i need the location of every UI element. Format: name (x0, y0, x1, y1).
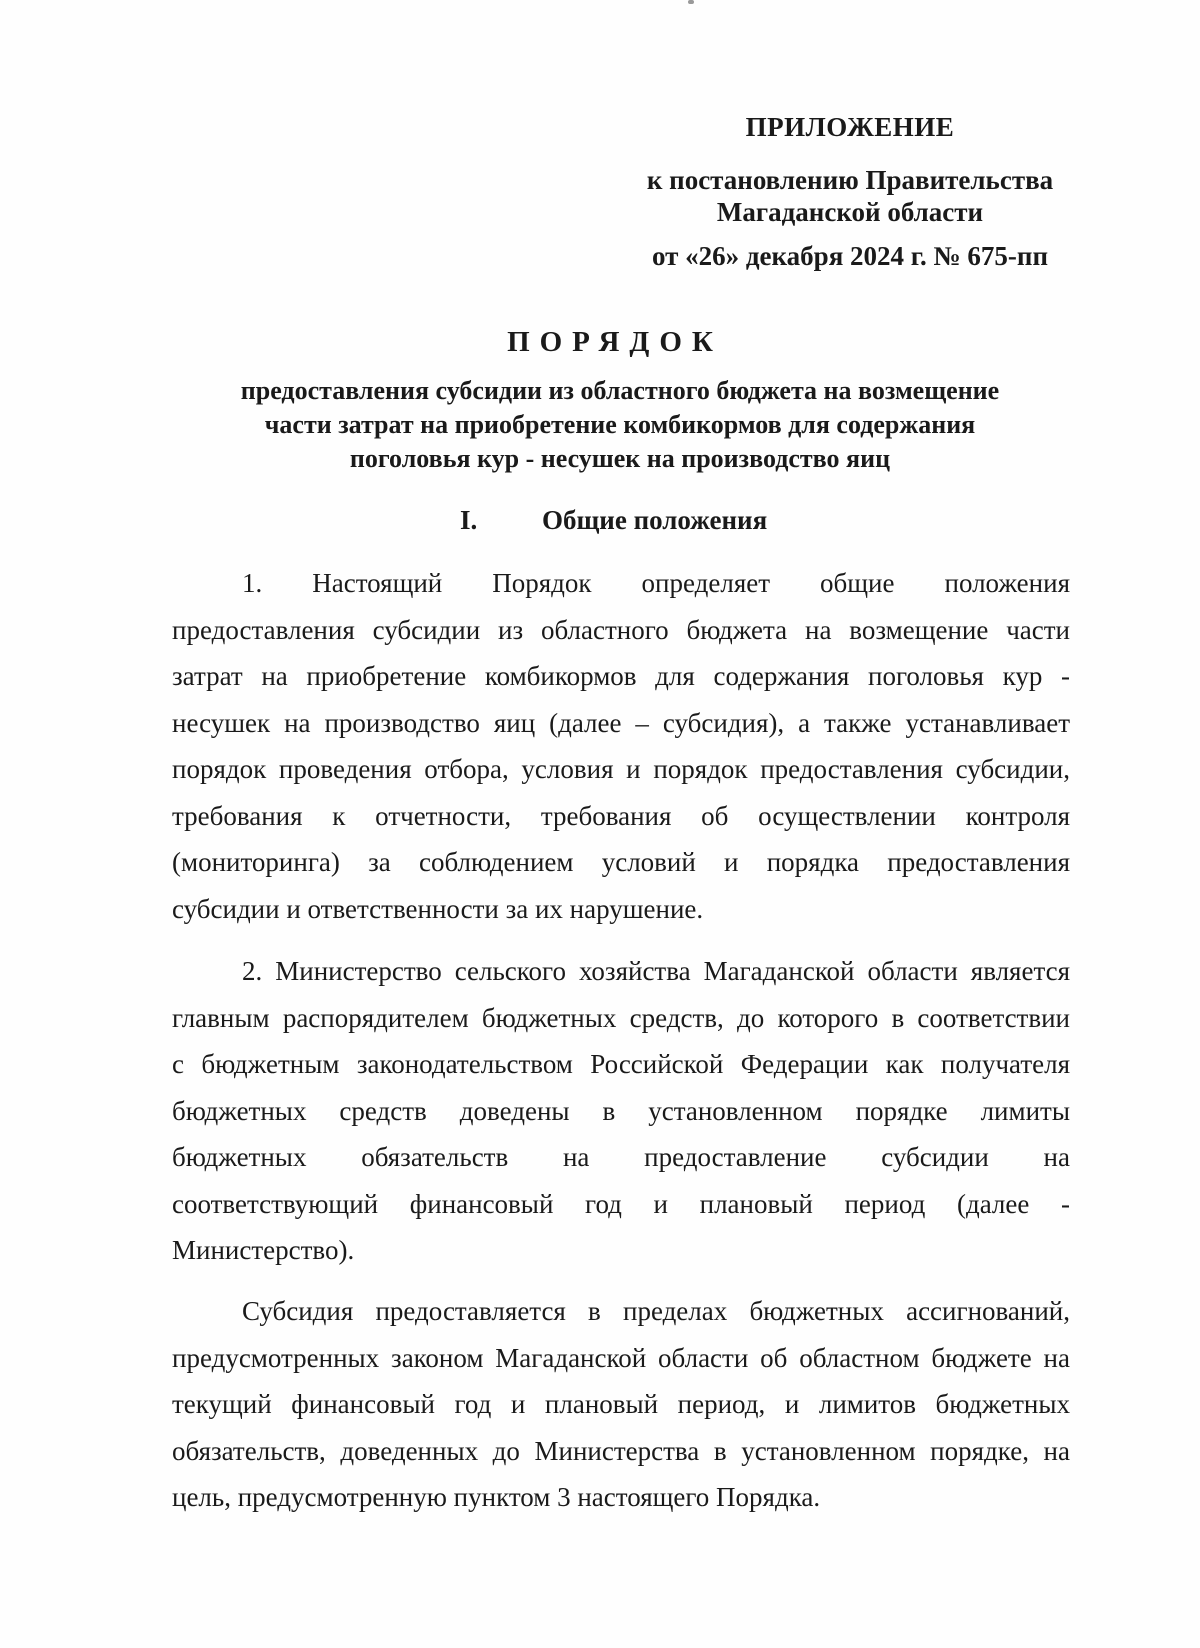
paragraph-line: Субсидия предоставляется в пределах бюджетных ассигнований, (242, 1296, 1070, 1326)
subtitle-line: части затрат на приобретение комбикормов для содержания (264, 410, 976, 439)
paragraph-1 (172, 560, 1070, 932)
subtitle-line: предоставления субсидии из областного бюджета на возмещение (240, 376, 1000, 405)
appendix-line-region: Магаданской области (716, 197, 984, 227)
appendix-line-date: от «26» декабря 2024 г. № 675-пп (651, 241, 1049, 271)
section-heading (460, 505, 767, 536)
paragraph-2 (172, 948, 1070, 1274)
paragraph-line: порядок проведения отбора, условия и порядок предоставления субсидии, (172, 754, 1070, 784)
paragraph-line: с бюджетным законодательством Российской Федерации как получателя (172, 1049, 1070, 1079)
document-title: ПОРЯДОК (507, 326, 723, 358)
paragraph-line: затрат на приобретение комбикормов для содержания поголовья кур - (172, 661, 1070, 691)
paragraph-line: соответствующий финансовый год и плановый период (далее - (172, 1188, 1070, 1219)
paragraph-line: несушек на производство яиц (далее – субсидия), а также устанавливает (172, 707, 1070, 738)
subtitle-line: поголовья кур - несушек на производство яиц (349, 444, 891, 473)
paragraph-line: 1. Настоящий Порядок определяет общие положения (242, 568, 1070, 598)
paragraph-line: предусмотренных законом Магаданской области об областном бюджете на (172, 1342, 1070, 1373)
paragraph-line: (мониторинга) за соблюдением условий и порядка предоставления (172, 847, 1070, 877)
paragraph-line: субсидии и ответственности за их нарушение. (172, 893, 704, 924)
paragraph-line: текущий финансовый год и плановый период, и лимитов бюджетных (172, 1389, 1070, 1419)
paragraph-line: предоставления субсидии из областного бюджета на возмещение части (172, 614, 1070, 645)
appendix-title: ПРИЛОЖЕНИЕ (745, 112, 955, 142)
paragraph-line: 2. Министерство сельского хозяйства Магаданской области является (242, 956, 1070, 986)
paragraph-line: обязательств, доведенных до Министерства в установленном порядке, на (172, 1435, 1070, 1466)
paragraph-line: бюджетных обязательств на предоставление субсидии на (172, 1142, 1070, 1172)
section-number: I. (460, 505, 478, 535)
paragraph-3 (172, 1288, 1070, 1521)
scan-artifact (688, 0, 694, 4)
paragraph-line: главным распорядителем бюджетных средств, до которого в соответствии (172, 1002, 1070, 1033)
paragraph-line: требования к отчетности, требования об осуществлении контроля (172, 800, 1070, 831)
paragraph-line: Министерство). (172, 1235, 355, 1265)
appendix-line-resolution: к постановлению Правительства (646, 165, 1054, 195)
paragraph-line: бюджетных средств доведены в установленном порядке лимиты (172, 1095, 1070, 1126)
section-title: Общие положения (542, 505, 768, 535)
document-subtitle (170, 374, 1070, 476)
paragraph-line: цель, предусмотренную пунктом 3 настоящего Порядка. (172, 1482, 821, 1512)
